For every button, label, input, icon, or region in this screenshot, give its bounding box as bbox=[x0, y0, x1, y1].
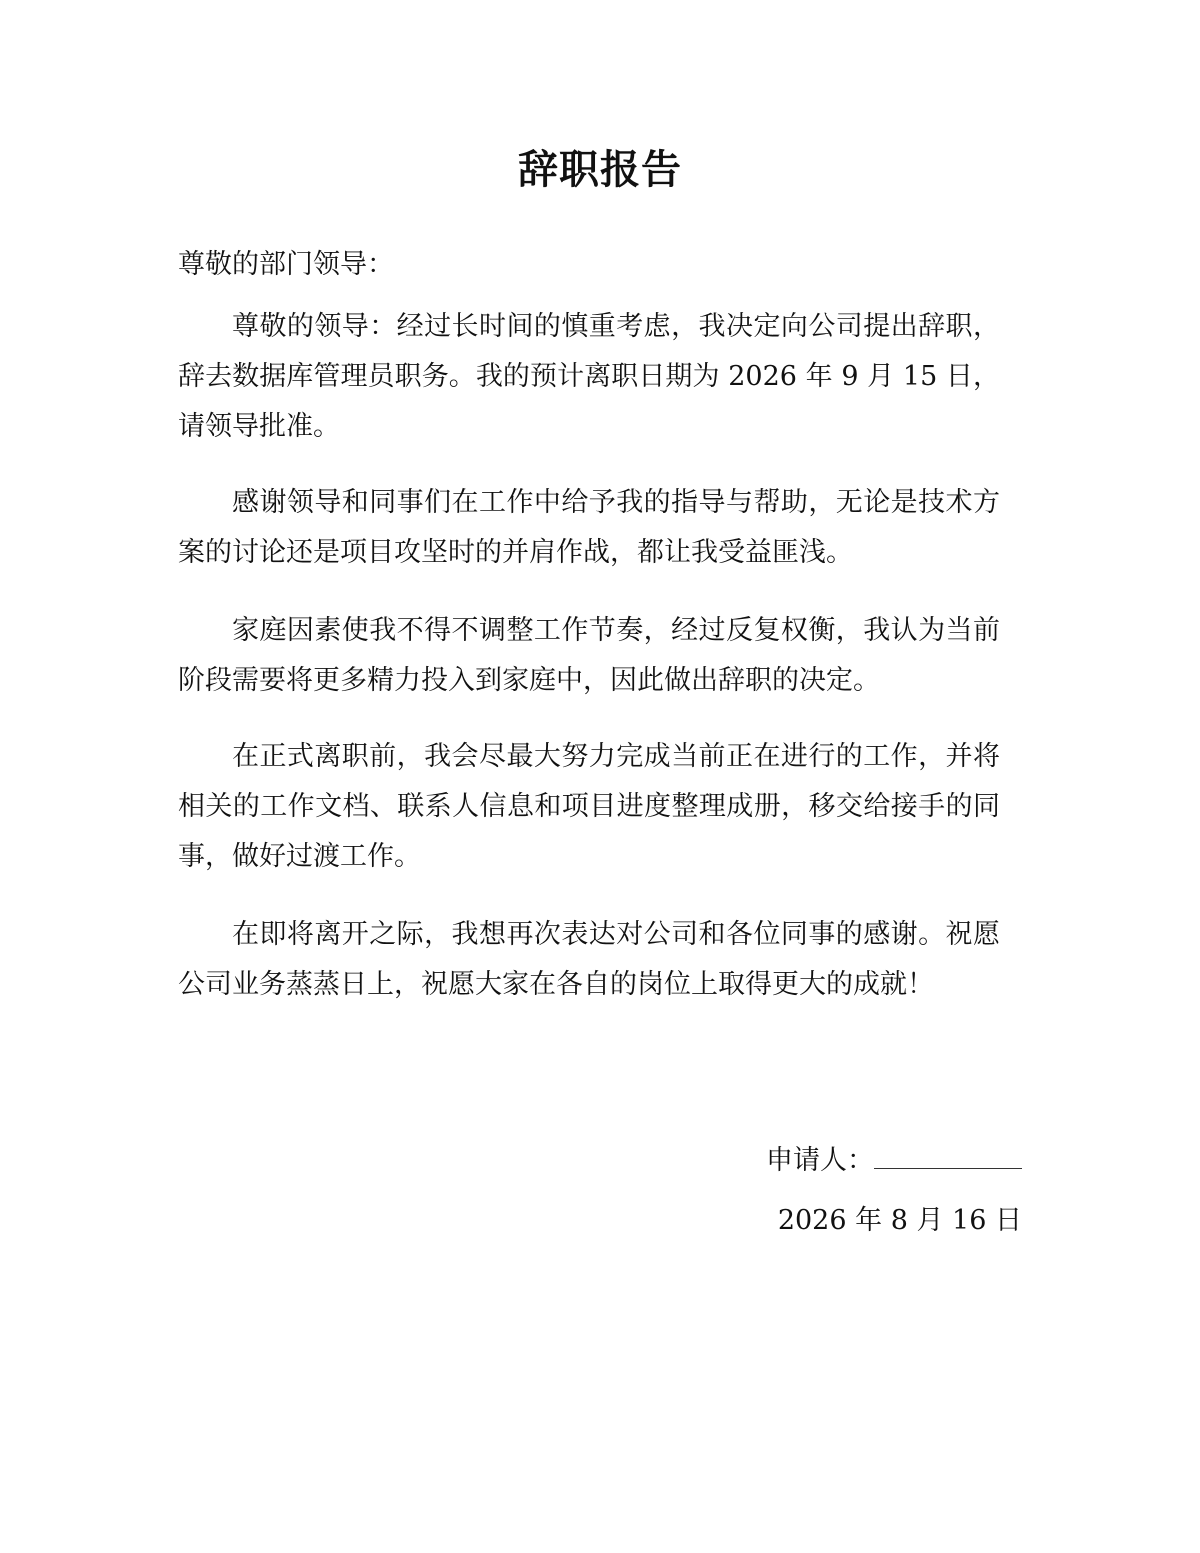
paragraph-5: 在即将离开之际，我想再次表达对公司和各位同事的感谢。祝愿公司业务蒸蒸日上，祝愿大家在各自的岗位上取得更大的成就！ bbox=[178, 919, 1000, 1000]
paragraph-1: 尊敬的领导：经过长时间的慎重考虑，我决定向公司提出辞职，辞去数据库管理员职务。我的预计离职日期为 2026 年 9 月 15 日，请领导批准。 bbox=[178, 311, 1000, 442]
document-date: 2026 年 8 月 16 日 bbox=[777, 1205, 1022, 1236]
document-title: 辞职报告 bbox=[518, 147, 682, 193]
paragraph-3: 家庭因素使我不得不调整工作节奏，经过反复权衡，我认为当前阶段需要将更多精力投入到家庭中，因此做出辞职的决定。 bbox=[178, 615, 1000, 696]
paragraph-4: 在正式离职前，我会尽最大努力完成当前正在进行的工作，并将相关的工作文档、联系人信息和项目进度整理成册，移交给接手的同事，做好过渡工作。 bbox=[178, 741, 1000, 872]
signature-line bbox=[874, 1138, 1022, 1169]
signature-label: 申请人： bbox=[766, 1145, 874, 1176]
paragraph-2: 感谢领导和同事们在工作中给予我的指导与帮助，无论是技术方案的讨论还是项目攻坚时的并肩作战，都让我受益匪浅。 bbox=[178, 487, 1000, 568]
signature-block bbox=[766, 1136, 1022, 1186]
salutation: 尊敬的部门领导： bbox=[178, 249, 394, 280]
